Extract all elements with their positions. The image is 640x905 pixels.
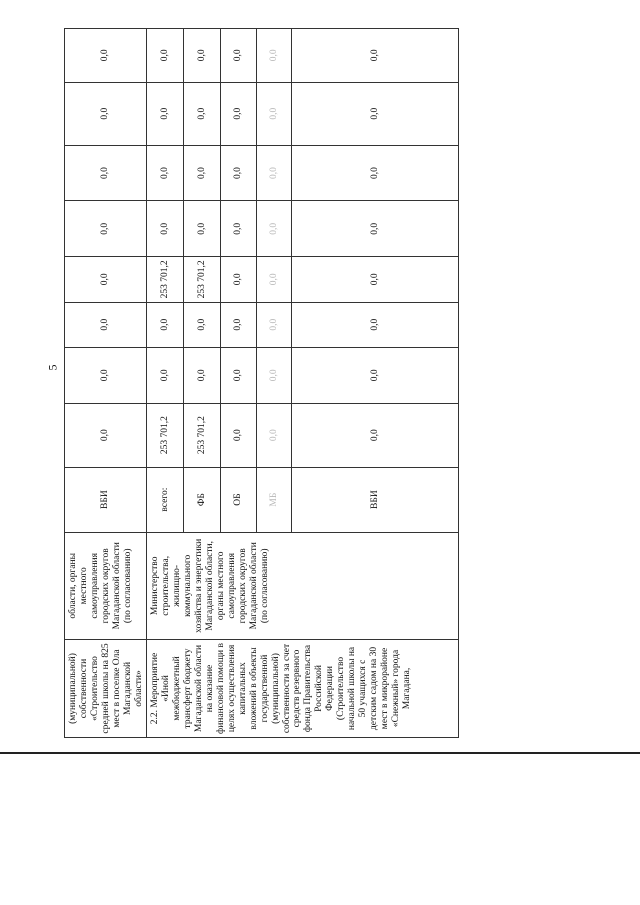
value-cell: 0,0 [221,403,257,467]
value-cell: 0,0 [257,302,292,347]
value-cell: 0,0 [147,347,184,403]
value-cell: 0,0 [292,29,459,83]
page-number: 5 [45,364,60,371]
value-cell: 0,0 [221,145,257,201]
value-cell: 0,0 [292,347,459,403]
value-cell: 0,0 [221,29,257,83]
funding-source-cell: ОБ [221,467,257,532]
value-cell: 0,0 [292,302,459,347]
measure-description: (муниципальной) собственности «Строительство средней школы на 825 мест в поселке Ола Магаданской области» [65,639,147,737]
value-cell: 0,0 [257,257,292,302]
executor-cell: Министерство строительства, жилищно-коммунального хозяйства и энергетики Магаданской области, органы местного самоуправления городских округов Магаданской области (по согласованию) [147,532,459,639]
funding-source-cell: ВБИ [65,467,147,532]
value-cell: 0,0 [184,29,221,83]
value-cell: 253 701,2 [147,403,184,467]
funding-source-cell: МБ [257,467,292,532]
value-cell: 0,0 [257,201,292,257]
value-cell: 0,0 [221,347,257,403]
value-cell: 0,0 [221,201,257,257]
value-cell: 0,0 [221,82,257,145]
funding-source-cell: ФБ [184,467,221,532]
value-cell: 0,0 [65,29,147,83]
value-cell: 0,0 [147,302,184,347]
value-cell: 0,0 [257,29,292,83]
value-cell: 0,0 [147,145,184,201]
value-cell: 0,0 [292,403,459,467]
value-cell: 0,0 [65,347,147,403]
value-cell: 0,0 [65,403,147,467]
table-row [65,29,147,738]
funding-source-cell: всего: [147,467,184,532]
value-cell: 253 701,2 [184,403,221,467]
value-cell: 253 701,2 [147,257,184,302]
value-cell: 0,0 [65,302,147,347]
value-cell: 0,0 [184,82,221,145]
budget-table [64,28,459,738]
measure-description: 2.2. Мероприятие «Иной межбюджетный трансферт бюджету Магаданской области на оказание финансовой помощи в целях осуществления капитальных вложений в объекты государственной (муниципальной) собственности за счет средств резервного фонда Правительства Российской Федерации (Строительство начальной школы на 50 учащихся с детским садом на 30 мест в микрорайоне «Снежный» города Магадана, [147,639,459,737]
funding-source-cell: ВБИ [292,467,459,532]
value-cell: 0,0 [184,201,221,257]
value-cell: 0,0 [292,82,459,145]
value-cell: 0,0 [184,302,221,347]
value-cell: 0,0 [257,145,292,201]
value-cell: 0,0 [221,257,257,302]
value-cell: 0,0 [65,201,147,257]
value-cell: 0,0 [65,145,147,201]
value-cell: 0,0 [184,347,221,403]
value-cell: 0,0 [147,29,184,83]
value-cell: 0,0 [147,82,184,145]
value-cell: 0,0 [292,257,459,302]
value-cell: 0,0 [65,82,147,145]
value-cell: 253 701,2 [184,257,221,302]
value-cell: 0,0 [257,403,292,467]
value-cell: 0,0 [65,257,147,302]
value-cell: 0,0 [257,82,292,145]
value-cell: 0,0 [292,201,459,257]
value-cell: 0,0 [221,302,257,347]
table-row [147,29,184,738]
value-cell: 0,0 [147,201,184,257]
executor-cell: области, органы местного самоуправления городских округов Магаданской области (по согласованию) [65,532,147,639]
value-cell: 0,0 [292,145,459,201]
budget-table-rotated [64,28,431,738]
value-cell: 0,0 [184,145,221,201]
page-divider [0,752,640,754]
value-cell: 0,0 [257,347,292,403]
